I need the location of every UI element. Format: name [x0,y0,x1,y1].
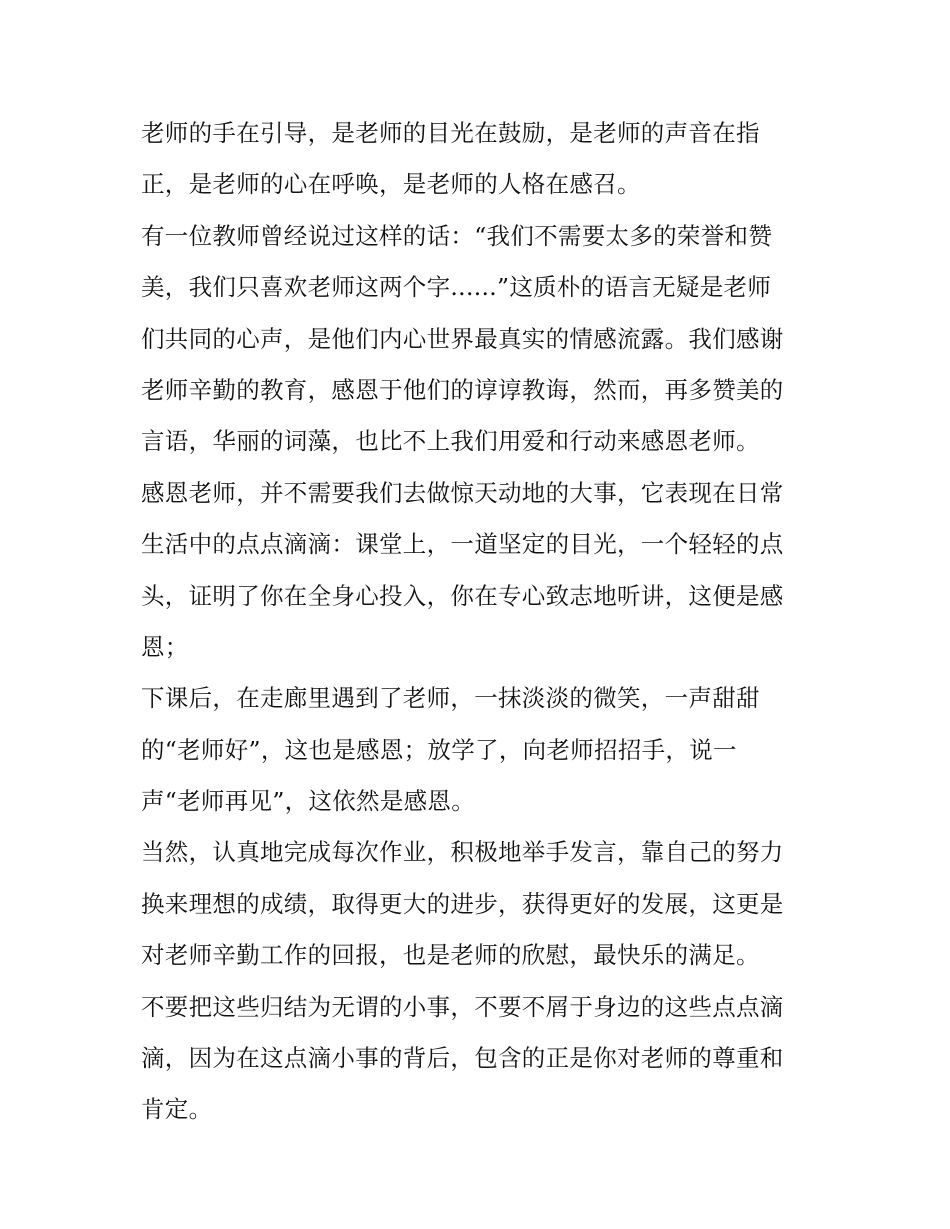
text-line: 美，我们只喜欢老师这两个字......”这质朴的语言无疑是老师 [141,273,772,302]
document-body [141,108,821,1136]
text-line: 换来理想的成绩，取得更大的进步，获得更好的发展，这更是 [141,889,784,918]
text-line: 正，是老师的心在呼唤，是老师的人格在感召。 [141,170,641,199]
text-line: 老师的手在引导，是老师的目光在鼓励，是老师的声音在指 [141,119,760,147]
text-line: 对老师辛勤工作的回报，也是老师的欣慰，最快乐的满足。 [141,941,760,970]
text-line: 言语，华丽的词藻，也比不上我们用爱和行动来感恩老师。 [141,427,760,456]
paragraph-1 [141,108,821,211]
paragraph-3 [141,468,821,674]
text-line: 恩； [141,632,189,661]
text-line: 有一位教师曾经说过这样的话：“我们不需要太多的荣誉和赞 [141,221,773,250]
text-line: 声“老师再见”，这依然是感恩。 [141,787,476,816]
text-line: 下课后，在走廊里遇到了老师，一抹淡淡的微笑，一声甜甜 [141,684,760,713]
text-line: 不要把这些归结为无谓的小事，不要不屑于身边的这些点点滴 [141,992,784,1021]
paragraph-6 [141,982,821,1136]
paragraph-4 [141,673,821,827]
text-line: 的“老师好”，这也是感恩；放学了，向老师招招手，说一 [141,735,737,764]
text-line: 感恩老师，并不需要我们去做惊天动地的大事，它表现在日常 [141,478,784,507]
paragraph-2 [141,211,821,468]
text-line: 头，证明了你在全身心投入，你在专心致志地听讲，这便是感 [141,581,784,610]
text-line: 滴，因为在这点滴小事的背后，包含的正是你对老师的尊重和 [141,1044,784,1073]
text-line: 肯定。 [141,1095,213,1124]
paragraph-5 [141,827,821,981]
text-line: 当然，认真地完成每次作业，积极地举手发言，靠自己的努力 [141,838,784,867]
text-line: 们共同的心声，是他们内心世界最真实的情感流露。我们感谢 [141,324,784,353]
text-line: 老师辛勤的教育，感恩于他们的谆谆教诲，然而，再多赞美的 [141,375,784,404]
text-line: 生活中的点点滴滴：课堂上，一道坚定的目光，一个轻轻的点 [141,530,784,559]
